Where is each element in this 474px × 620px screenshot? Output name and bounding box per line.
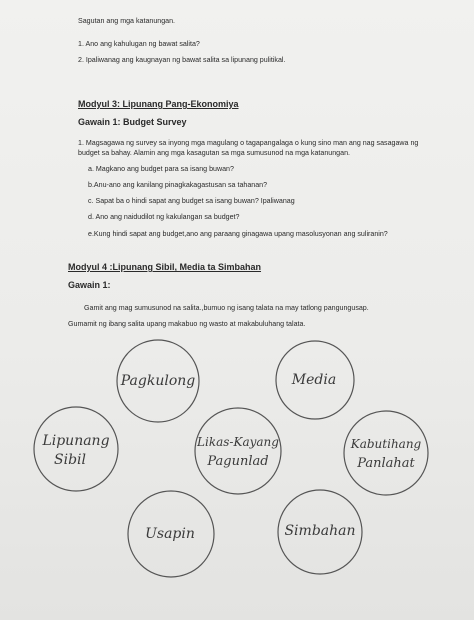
question-2: 2. Ipaliwanag ang kaugnayan ng bawat salita sa lipunang pulitikal. <box>78 56 286 64</box>
module3-item-d: d. Ano ang naidudilot ng kakulangan sa budget? <box>88 213 240 221</box>
module3-intro-line1: 1. Magsagawa ng survey sa inyong mga magulang o tagapangalaga o kung sino man ang nag sasagawa ng <box>78 139 419 147</box>
question-1: 1. Ano ang kahulugan ng bawat salita? <box>78 40 200 48</box>
word-kabutihang: Kabutihang <box>350 437 422 451</box>
module3-gawain-title: Gawain 1: Budget Survey <box>78 117 187 127</box>
word-likas-kayang: Likas-Kayang <box>197 435 279 449</box>
module3-item-a: a. Magkano ang budget para sa isang buwan? <box>88 165 234 173</box>
circle-likas-kayang-pagunlad <box>195 408 281 494</box>
word-sibil: Sibil <box>54 452 86 468</box>
instructions-text: Sagutan ang mga katanungan. <box>78 17 176 25</box>
word-panlahat: Panlahat <box>357 456 415 471</box>
word-usapin: Usapin <box>145 526 195 542</box>
module3-intro-line2: budget sa bahay. Alamin ang mga kasagutan sa mga sumusunod na mga katanungan. <box>78 149 350 157</box>
module3-title: Modyul 3: Lipunang Pang-Ekonomiya <box>78 99 239 109</box>
module4-title: Modyul 4 :Lipunang Sibil, Media ta Simbahan <box>68 262 262 272</box>
word-media: Media <box>291 372 337 388</box>
module3-item-b: b.Anu-ano ang kanilang pinagkakagastusan sa tahanan? <box>88 181 268 189</box>
word-simbahan: Simbahan <box>284 523 356 539</box>
module3-item-e: e.Kung hindi sapat ang budget,ano ang paraang ginagawa upang masolusyonan ang suliranin? <box>88 230 388 238</box>
module4-line2: Gumamit ng ibang salita upang makabuo ng wasto at makabuluhang talata. <box>68 320 306 328</box>
word-pagkulong: Pagkulong <box>120 373 196 389</box>
circle-kabutihang-panlahat <box>344 411 428 495</box>
word-lipunang: Lipunang <box>42 433 110 449</box>
module4-gawain-title: Gawain 1: <box>68 280 111 290</box>
word-pagunlad: Pagunlad <box>207 454 269 469</box>
module3-item-c: c. Sapat ba o hindi sapat ang budget sa isang buwan? Ipaliwanag <box>88 197 295 205</box>
module4-line1: Gamit ang mag sumusunod na salita.,bumuo ng isang talata na may tatlong pangungusap. <box>84 304 369 312</box>
